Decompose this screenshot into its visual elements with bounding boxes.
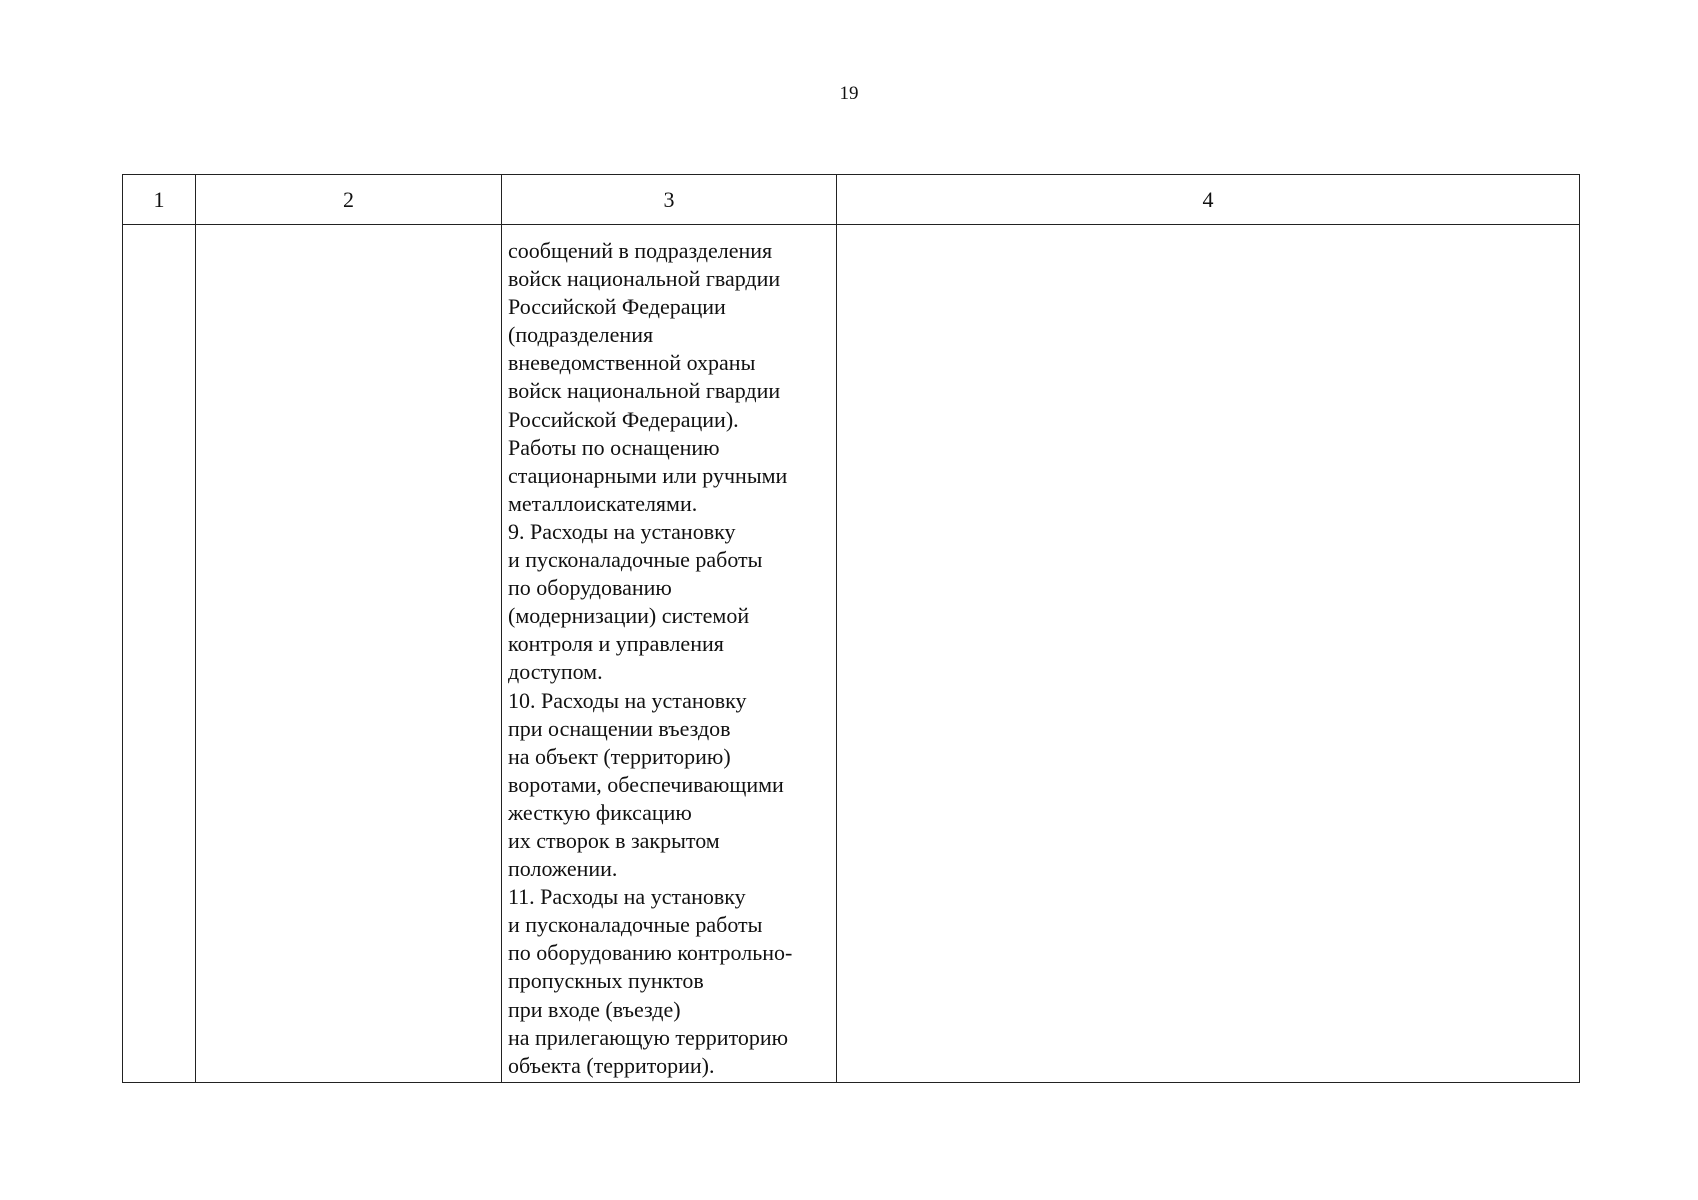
cell-col3-line: стационарными или ручными [508, 462, 788, 488]
table-header-row [123, 175, 1580, 225]
cell-col3-line: контроля и управления [508, 631, 724, 657]
cell-col3-line: при оснащении въездов [508, 715, 731, 741]
cell-col3-text [502, 225, 836, 1080]
column-header-4: 4 [837, 175, 1580, 225]
cell-col3-line: 10. Расходы на установку [508, 687, 747, 713]
cell-col3-line: на прилегающую территорию [508, 1024, 789, 1050]
cell-col3-line: Российской Федерации [508, 294, 726, 320]
table-row [123, 225, 1580, 1083]
cell-col3-line: войск национальной гвардии [508, 266, 781, 292]
cell-col3-line: положении. [508, 856, 618, 882]
column-header-3: 3 [502, 175, 837, 225]
cell-col3-line: по оборудованию [508, 575, 672, 601]
page-number: 19 [839, 83, 859, 104]
cell-col3-line: объекта (территории). [508, 1052, 715, 1078]
column-header-2: 2 [196, 175, 502, 225]
cell-col3 [502, 225, 837, 1083]
cell-col3-line: на объект (территорию) [508, 743, 731, 769]
cell-col3-line: Российской Федерации). [508, 406, 739, 432]
cell-col2 [196, 225, 502, 1083]
cell-col1 [123, 225, 196, 1083]
cell-col3-line: (подразделения [508, 322, 654, 348]
cell-col3-line: Работы по оснащению [508, 434, 720, 460]
cell-col3-line: вневедомственной охраны [508, 350, 756, 376]
cell-col3-line: воротами, обеспечивающими [508, 771, 784, 797]
cell-col3-line: сообщений в подразделения [508, 238, 773, 263]
cell-col3-line: и пусконаладочные работы [508, 547, 763, 573]
cell-col3-line: при входе (въезде) [508, 996, 681, 1022]
document-table [122, 174, 1580, 1083]
cell-col3-line: и пусконаладочные работы [508, 912, 763, 938]
cell-col3-line: металлоискателями. [508, 490, 698, 516]
cell-col3-line: их створок в закрытом [508, 827, 720, 853]
cell-col3-line: по оборудованию контрольно- [508, 940, 793, 966]
column-header-1: 1 [123, 175, 196, 225]
cell-col3-line: пропускных пунктов [508, 968, 704, 994]
cell-col3-line: 11. Расходы на установку [508, 884, 746, 910]
cell-col3-line: войск национальной гвардии [508, 378, 781, 404]
cell-col3-line: 9. Расходы на установку [508, 518, 736, 544]
cell-col3-line: жесткую фиксацию [508, 799, 692, 825]
cell-col4 [837, 225, 1580, 1083]
cell-col3-line: (модернизации) системой [508, 603, 750, 629]
cell-col3-line: доступом. [508, 659, 603, 685]
